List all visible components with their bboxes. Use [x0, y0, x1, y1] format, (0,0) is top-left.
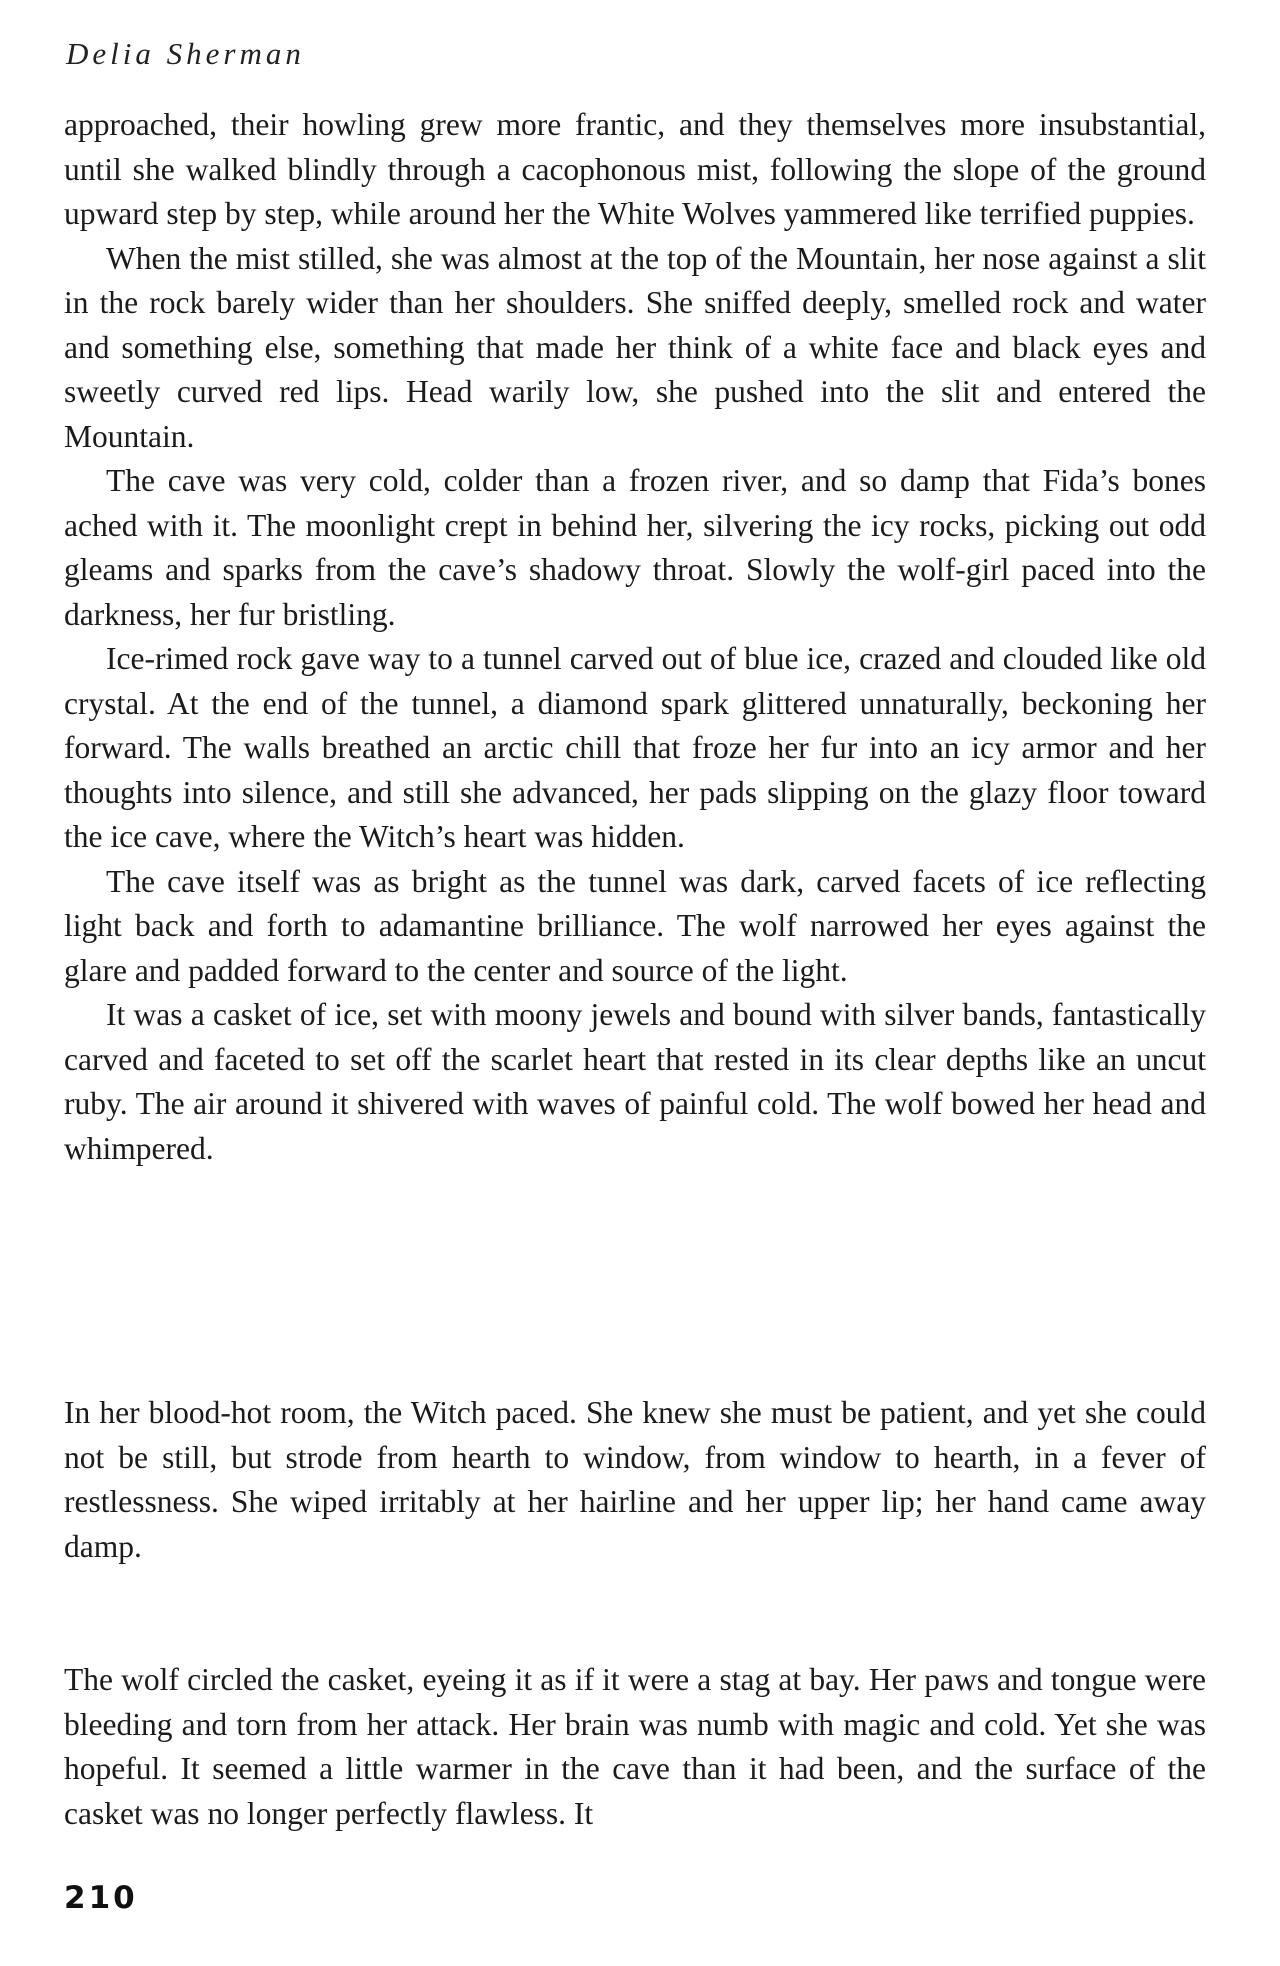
text-section-3 — [64, 1658, 1206, 1836]
paragraph: It was a casket of ice, set with moony jewels and bound with silver bands, fantastically carved and faceted to set off the scarlet heart that rested in its clear depths like an uncut ruby. The air around it shivered with waves of painful cold. The wolf bowed her head and whimpered. — [64, 997, 1206, 1166]
paragraph: The wolf circled the casket, eyeing it as if it were a stag at bay. Her paws and tongue were bleeding and torn from her attack. Her brain was numb with magic and cold. Yet she was hopeful. It seemed a little warmer in the cave than it had been, and the surface of the casket was no longer perfectly flawless. It — [64, 1662, 1206, 1831]
paragraph: In her blood-hot room, the Witch paced. She knew she must be patient, and yet she could not be still, but strode from hearth to window, from window to hearth, in a fever of restlessness. She wiped irritably at her hairline and her upper lip; her hand came away damp. — [64, 1395, 1206, 1564]
paragraph: approached, their howling grew more frantic, and they themselves more insubstantial, until she walked blindly through a cacophonous mist, following the slope of the ground upward step by step, while around her the White Wolves yammered like terrified puppies. — [64, 107, 1206, 231]
page-number: 210 — [64, 1880, 138, 1916]
paragraph: Ice-rimed rock gave way to a tunnel carved out of blue ice, crazed and clouded like old crystal. At the end of the tunnel, a diamond spark glittered unnaturally, beckoning her forward. The walls breathed an arctic chill that froze her fur into an icy armor and her thoughts into silence, and still she advanced, her pads slipping on the glazy floor toward the ice cave, where the Witch’s heart was hidden. — [64, 641, 1206, 854]
text-section-2 — [64, 1391, 1206, 1569]
paragraph: The cave was very cold, colder than a frozen river, and so damp that Fida’s bones ached with it. The moonlight crept in behind her, silvering the icy rocks, picking out odd gleams and sparks from the cave’s shadowy throat. Slowly the wolf-girl paced into the darkness, her fur bristling. — [64, 463, 1206, 632]
paragraph: The cave itself was as bright as the tunnel was dark, carved facets of ice reflecting light back and forth to adamantine brilliance. The wolf narrowed her eyes against the glare and padded forward to the center and source of the light. — [64, 863, 1206, 988]
paragraph: When the mist stilled, she was almost at the top of the Mountain, her nose against a slit in the rock barely wider than her shoulders. She sniffed deeply, smelled rock and water and something else, something that made her think of a white face and black eyes and sweetly curved red lips. Head warily low, she pushed into the slit and entered the Mountain. — [64, 240, 1206, 454]
text-section-1 — [64, 103, 1206, 1171]
running-head: Delia Sherman — [66, 36, 305, 71]
